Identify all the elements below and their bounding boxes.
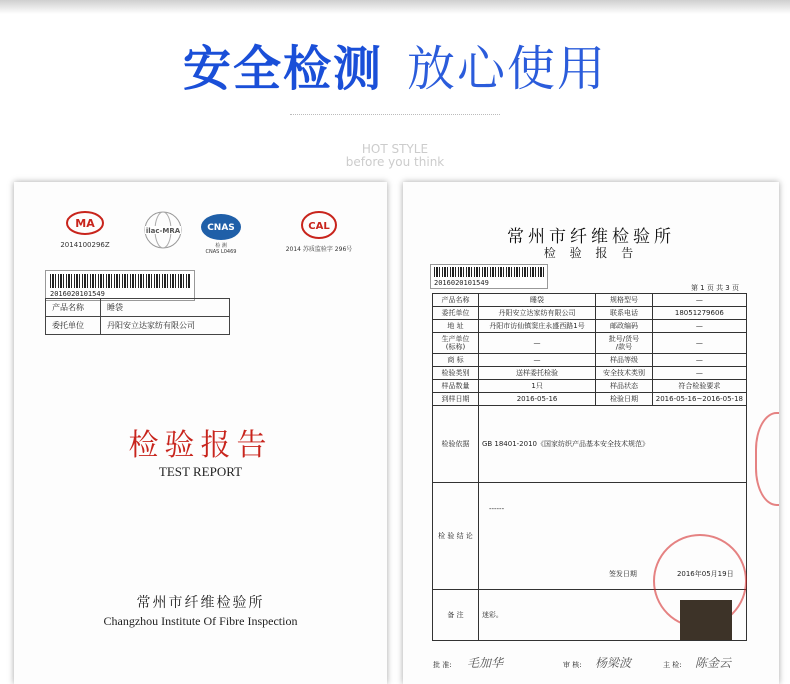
ilac-globe-icon [143, 210, 183, 250]
svg-text:ilac-MRA: ilac-MRA [145, 227, 181, 235]
cal-number: 2014 苏质监验字 296号 [285, 246, 353, 253]
basis-value: GB 18401-2010《国家纺织产品基本安全技术规范》 [478, 406, 746, 483]
remark-label: 备 注 [433, 590, 479, 641]
row-value: 送样委托检验 [478, 367, 595, 380]
info-label: 产品名称 [46, 299, 101, 317]
row-label: 委托单位 [433, 307, 479, 320]
row-label: 规格型号 [596, 294, 653, 307]
info-label: 委托单位 [46, 317, 101, 335]
divider [290, 114, 500, 119]
page-info: 第 1 页 共 3 页 [690, 284, 739, 292]
barcode-number: 2016020101549 [50, 290, 105, 298]
cover-barcode [45, 270, 195, 301]
cal-seal-icon [299, 210, 339, 240]
report-barcode [430, 264, 548, 289]
row-label: 到样日期 [433, 393, 479, 406]
row-label: 联系电话 [596, 307, 653, 320]
table-row [433, 393, 747, 406]
row-label: 样品状态 [596, 380, 653, 393]
barcode-bars [50, 274, 190, 288]
row-label-line: 生产单位 [441, 335, 470, 343]
barcode-number: 2016020101549 [434, 279, 489, 287]
redacted-stamp-block [680, 600, 732, 640]
svg-text:MA: MA [75, 217, 95, 230]
row-label: 产品名称 [433, 294, 479, 307]
tagline-sub: before you think [345, 155, 445, 169]
row-label: 地 址 [433, 320, 479, 333]
row-value: — [652, 354, 746, 367]
svg-text:CAL: CAL [308, 221, 330, 232]
table-row [433, 406, 747, 483]
barcode-bars [434, 267, 544, 277]
table-row [433, 354, 747, 367]
review-label: 审 核: [563, 661, 582, 669]
info-value: 睡袋 [101, 299, 230, 317]
row-label: 商 标 [433, 354, 479, 367]
cnas-number: CNAS L0469 [205, 249, 237, 255]
conclusion-label: 检 验 结 论 [433, 483, 479, 590]
cnas-small: 检 测 [215, 243, 227, 249]
table-row [46, 299, 230, 317]
conclusion-value: ------ [488, 505, 505, 513]
row-label: 检验日期 [596, 393, 653, 406]
cover-title-cn: 检验报告 [128, 428, 273, 463]
approve-label: 批 准: [433, 661, 452, 669]
table-row [433, 307, 747, 320]
institute-en: Changzhou Institute Of Fibre Inspection [103, 614, 298, 628]
table-row [433, 380, 747, 393]
headline-light: 放心使用 [407, 41, 608, 97]
table-row [46, 317, 230, 335]
row-value: 1只 [478, 380, 595, 393]
ma-logo [50, 210, 120, 249]
row-value: 丹阳安立达家纺有限公司 [478, 307, 595, 320]
row-value: — [652, 333, 746, 354]
table-row [433, 333, 747, 354]
info-value: 丹阳安立达家纺有限公司 [101, 317, 230, 335]
tagline-hot-style: HOT STYLE [361, 142, 429, 156]
review-signature: 杨梁波 [595, 656, 632, 670]
svg-text:CNAS: CNAS [207, 223, 235, 233]
row-label: 样品等级 [596, 354, 653, 367]
row-value: — [478, 354, 595, 367]
cover-info-table [45, 298, 230, 335]
banner-headline [0, 30, 790, 99]
tagline [0, 143, 790, 169]
row-label-line: /款号 [615, 343, 633, 351]
maker-label: 主 检: [663, 661, 682, 669]
table-row [433, 367, 747, 380]
ilac-logo [140, 210, 186, 250]
report-subtitle: 检 验 报 告 [543, 246, 639, 260]
row-value: — [478, 333, 595, 354]
report-cover [14, 182, 387, 684]
institute-cn: 常州市纤维检验所 [136, 595, 265, 611]
remark-value: 迷彩。 [478, 590, 746, 641]
row-value: — [652, 294, 746, 307]
ma-number: 2014100296Z [60, 241, 110, 249]
cover-title-en: TEST REPORT [158, 464, 243, 479]
row-value: 睡袋 [478, 294, 595, 307]
row-value: 2016-05-16 [478, 393, 595, 406]
row-value: 丹阳市访仙镇窦庄永盛西路1号 [478, 320, 595, 333]
row-label: 样品数量 [433, 380, 479, 393]
report-title: 常州市纤维检验所 [507, 227, 675, 247]
top-shadow-bar [0, 0, 790, 14]
cnas-badge-icon [199, 212, 243, 242]
table-row [433, 320, 747, 333]
row-label: 邮政编码 [596, 320, 653, 333]
row-label [596, 333, 653, 354]
row-value: — [652, 367, 746, 380]
sign-date-label: 签发日期 [608, 570, 637, 578]
row-label: 安全技术类别 [596, 367, 653, 380]
headline-bold: 安全检测 [182, 41, 383, 97]
row-value: 18051279606 [652, 307, 746, 320]
row-value: 2016-05-16~2016-05-18 [652, 393, 746, 406]
edge-stamp [755, 412, 779, 506]
cnas-logo [196, 212, 246, 255]
row-label [433, 333, 479, 354]
row-label-line: 批号/货号 [608, 335, 640, 343]
approve-signature: 毛加华 [467, 656, 504, 670]
maker-signature: 陈金云 [695, 656, 732, 670]
cal-logo [279, 210, 359, 253]
row-value: — [652, 320, 746, 333]
basis-label: 检验依据 [433, 406, 479, 483]
row-value: 符合检验要求 [652, 380, 746, 393]
ma-seal-icon [65, 210, 105, 236]
table-row [433, 294, 747, 307]
report-page [403, 182, 779, 684]
sign-date-value: 2016年05月19日 [676, 570, 734, 578]
row-label: 检验类别 [433, 367, 479, 380]
row-label-line: (标称) [445, 343, 466, 351]
